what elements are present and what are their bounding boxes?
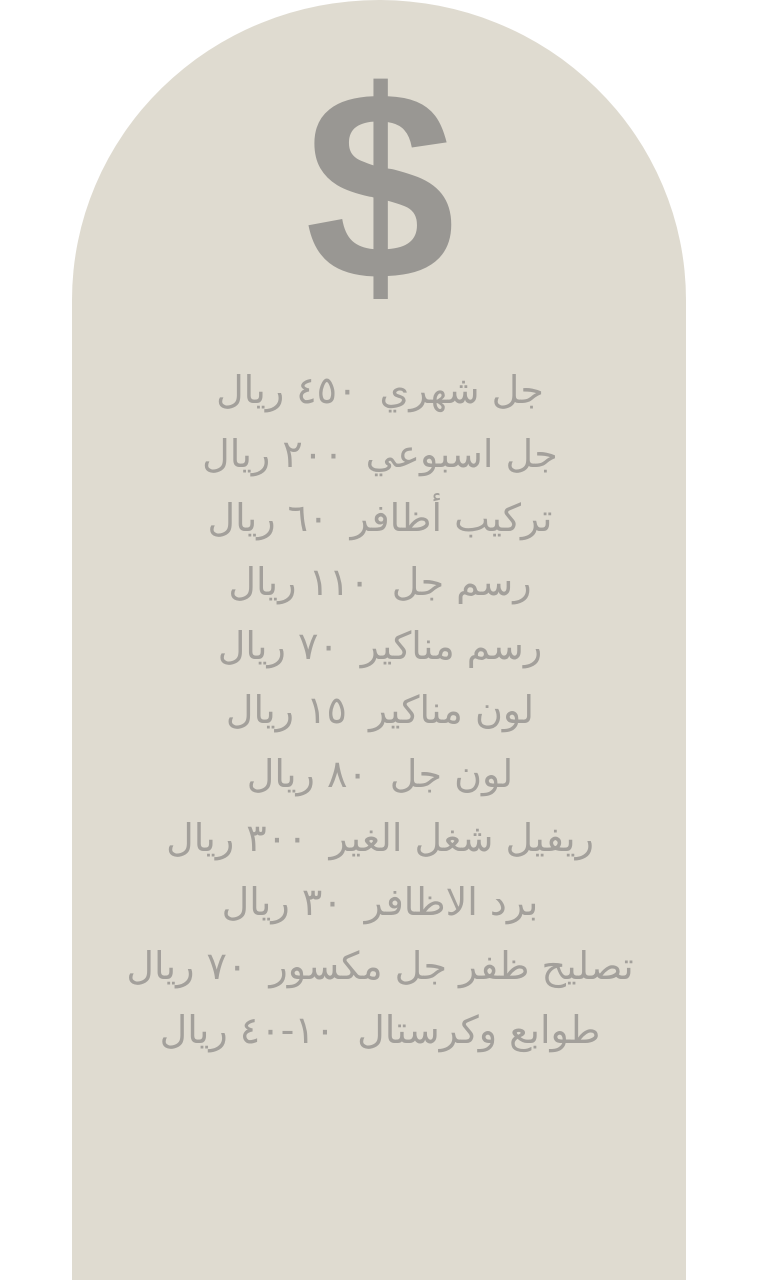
dollar-icon: $ [304, 36, 456, 337]
service-price: ٣٠٠ ريال [166, 816, 308, 860]
price-item-polish-art [0, 614, 760, 678]
price-item-stamps-crystal [0, 998, 760, 1062]
price-item-nail-extension [0, 486, 760, 550]
service-name: تصليح ظفر جل مكسور [269, 944, 634, 988]
service-name: جل شهري [379, 368, 544, 412]
service-name: لون جل [389, 752, 514, 796]
service-name: جل اسبوعي [365, 432, 558, 476]
service-price: ٧٠ ريال [126, 944, 248, 988]
service-price: ١٠-٤٠ ريال [159, 1008, 336, 1052]
price-item-refill-other-work [0, 806, 760, 870]
service-price: ٨٠ ريال [246, 752, 368, 796]
service-price: ٤٥٠ ريال [216, 368, 358, 412]
price-item-polish-color [0, 678, 760, 742]
service-name: رسم جل [391, 560, 532, 604]
service-name: رسم مناكير [360, 624, 543, 668]
price-item-gel-art [0, 550, 760, 614]
service-name: لون مناكير [368, 688, 535, 732]
price-item-weekly-gel [0, 422, 760, 486]
service-price: ٦٠ ريال [207, 496, 329, 540]
service-price: ١١٠ ريال [228, 560, 370, 604]
price-item-gel-color [0, 742, 760, 806]
price-item-monthly-gel [0, 358, 760, 422]
service-price: ١٥ ريال [225, 688, 347, 732]
service-name: ريفيل شغل الغير [329, 816, 594, 860]
price-item-nail-filing [0, 870, 760, 934]
price-item-broken-gel-repair [0, 934, 760, 998]
service-price: ٢٠٠ ريال [202, 432, 344, 476]
service-price: ٣٠ ريال [221, 880, 343, 924]
price-list [0, 358, 760, 1062]
service-name: برد الاظافر [364, 880, 539, 924]
service-price: ٧٠ ريال [217, 624, 339, 668]
service-name: طوابع وكرستال [357, 1008, 601, 1052]
service-name: تركيب أظافر [350, 496, 553, 540]
